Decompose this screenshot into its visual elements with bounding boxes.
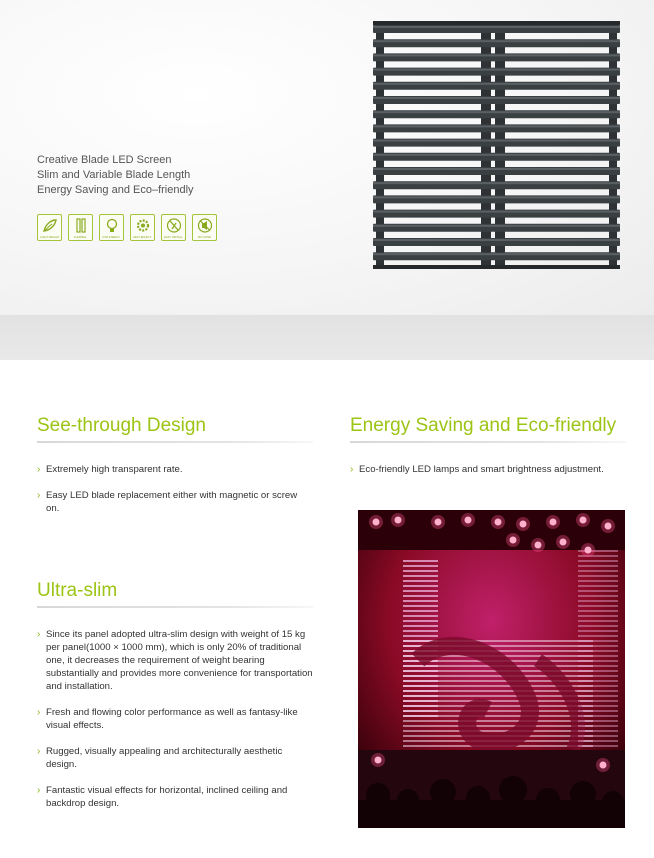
ultra-slim-rule — [37, 606, 313, 608]
heat-effect-icon — [130, 214, 155, 241]
bullet-arrow-icon: › — [37, 785, 41, 796]
low-energy-caption: LOW ENERGY — [102, 235, 121, 239]
light-weight-caption: LIGHT WEIGHT — [39, 235, 60, 239]
bullet-arrow-icon: › — [37, 746, 41, 757]
bullet-arrow-icon: › — [37, 464, 41, 475]
concert-stage-photo — [358, 510, 625, 828]
divider-band — [0, 315, 654, 360]
energy-heading: Energy Saving and Eco-friendly — [350, 415, 617, 436]
low-energy-icon — [99, 214, 124, 241]
list-item: › Rugged, visually appealing and architecturally aesthetic design. — [37, 746, 283, 770]
bullet-arrow-icon: › — [37, 629, 41, 640]
flexible-caption: FLEXIBLE — [74, 235, 87, 239]
list-item: › Extremely high transparent rate. — [37, 464, 183, 475]
list-item: › Fresh and flowing color performance as well as fantasy-like visual effects. — [37, 707, 298, 731]
see-through-heading: See-through Design — [37, 415, 206, 436]
list-item: › Fantastic visual effects for horizontal, inclined ceiling and backdrop design. — [37, 785, 288, 809]
see-through-rule — [37, 441, 313, 443]
list-item: › Since its panel adopted ultra-slim design with weight of 15 kg per panel(1000 × 1000 mm), which is only 20% of traditional one, it decreases the requirement of weight bearing substantially and provides more convenience for transportation and installation. — [37, 629, 313, 692]
tagline-2: Slim and Variable Blade Length — [37, 169, 191, 181]
tagline-3: Energy Saving and Eco–friendly — [37, 184, 194, 196]
easy-install-caption: EASY INSTALL — [164, 235, 183, 239]
hero-taglines — [37, 153, 297, 198]
list-item: › Easy LED blade replacement either with magnetic or screw on. — [37, 490, 298, 514]
bullet-arrow-icon: › — [350, 464, 354, 475]
bullet-arrow-icon: › — [37, 490, 41, 501]
energy-rule — [350, 441, 626, 443]
led-blade-panel-image — [373, 21, 620, 269]
feature-icons — [37, 214, 217, 241]
energy-list — [350, 463, 630, 489]
ultra-slim-list — [37, 628, 313, 823]
bullet-arrow-icon: › — [37, 707, 41, 718]
see-through-list — [37, 463, 313, 528]
no-noise-caption: NO NOISE — [197, 235, 212, 239]
no-noise-icon — [192, 214, 217, 241]
light-weight-icon — [37, 214, 62, 241]
ultra-slim-heading: Ultra-slim — [37, 580, 118, 601]
list-item: › Eco-friendly LED lamps and smart brightness adjustment. — [350, 464, 604, 475]
tagline-1: Creative Blade LED Screen — [37, 154, 172, 166]
heat-effect-caption: HEAT EFFECT — [133, 235, 152, 239]
flexible-icon — [68, 214, 93, 241]
easy-install-icon — [161, 214, 186, 241]
